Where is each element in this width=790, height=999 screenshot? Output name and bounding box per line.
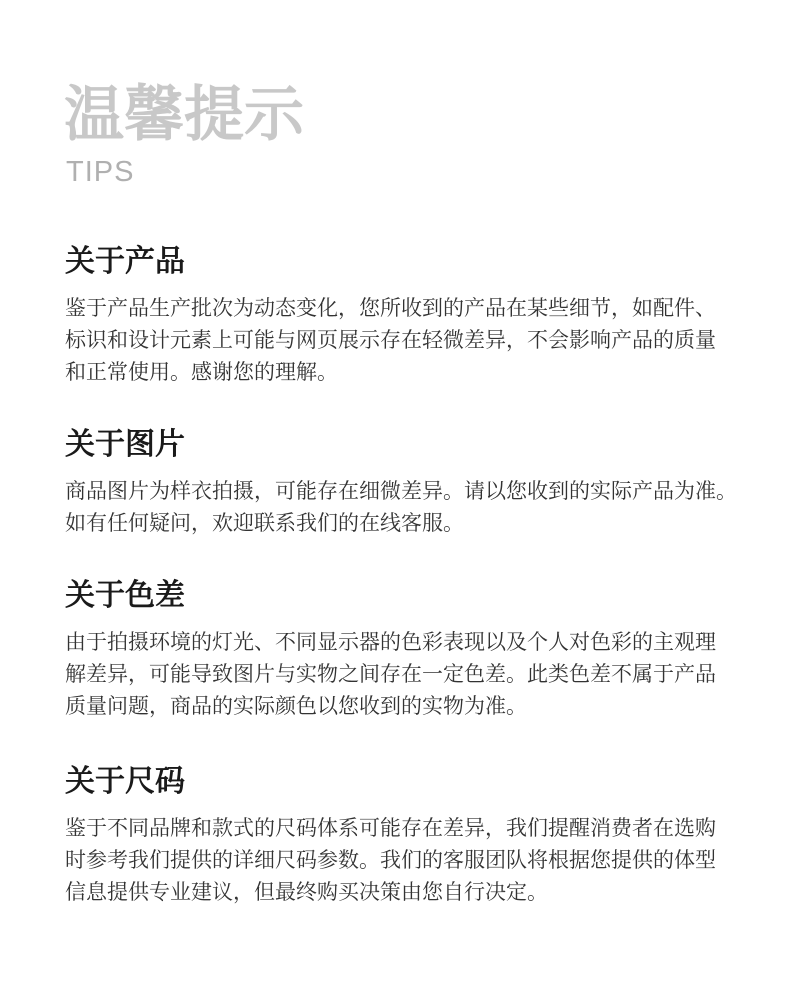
section-image: [65, 425, 765, 539]
section-line: 信息提供专业建议，但最终购买决策由您自行决定。: [65, 880, 548, 904]
section-body: [65, 626, 765, 722]
page-title: 温馨提示: [64, 80, 304, 150]
section-line: 解差异，可能导致图片与实物之间存在一定色差。此类色差不属于产品: [65, 662, 716, 686]
section-heading: 关于图片: [65, 427, 185, 462]
section-size: [65, 762, 765, 908]
section-line: 由于拍摄环境的灯光、不同显示器的色彩表现以及个人对色彩的主观理: [65, 630, 716, 654]
section-line: 质量问题，商品的实际颜色以您收到的实物为准。: [65, 694, 527, 718]
section-line: 鉴于产品生产批次为动态变化，您所收到的产品在某些细节，如配件、: [65, 296, 716, 320]
page-subtitle: TIPS: [66, 156, 135, 188]
section-line: 和正常使用。感谢您的理解。: [65, 360, 338, 384]
section-heading: 关于产品: [65, 244, 185, 279]
section-body: [65, 475, 765, 539]
section-product: [65, 242, 765, 388]
section-line: 如有任何疑问，欢迎联系我们的在线客服。: [65, 511, 464, 535]
section-body: [65, 292, 765, 388]
section-heading: 关于色差: [65, 578, 185, 613]
section-body: [65, 812, 765, 908]
section-line: 鉴于不同品牌和款式的尺码体系可能存在差异，我们提醒消费者在选购: [65, 816, 716, 840]
section-color-difference: [65, 576, 765, 722]
section-line: 时参考我们提供的详细尺码参数。我们的客服团队将根据您提供的体型: [65, 848, 716, 872]
section-heading: 关于尺码: [65, 764, 185, 799]
section-line: 商品图片为样衣拍摄，可能存在细微差异。请以您收到的实际产品为准。: [65, 479, 737, 503]
section-line: 标识和设计元素上可能与网页展示存在轻微差异，不会影响产品的质量: [65, 328, 716, 352]
